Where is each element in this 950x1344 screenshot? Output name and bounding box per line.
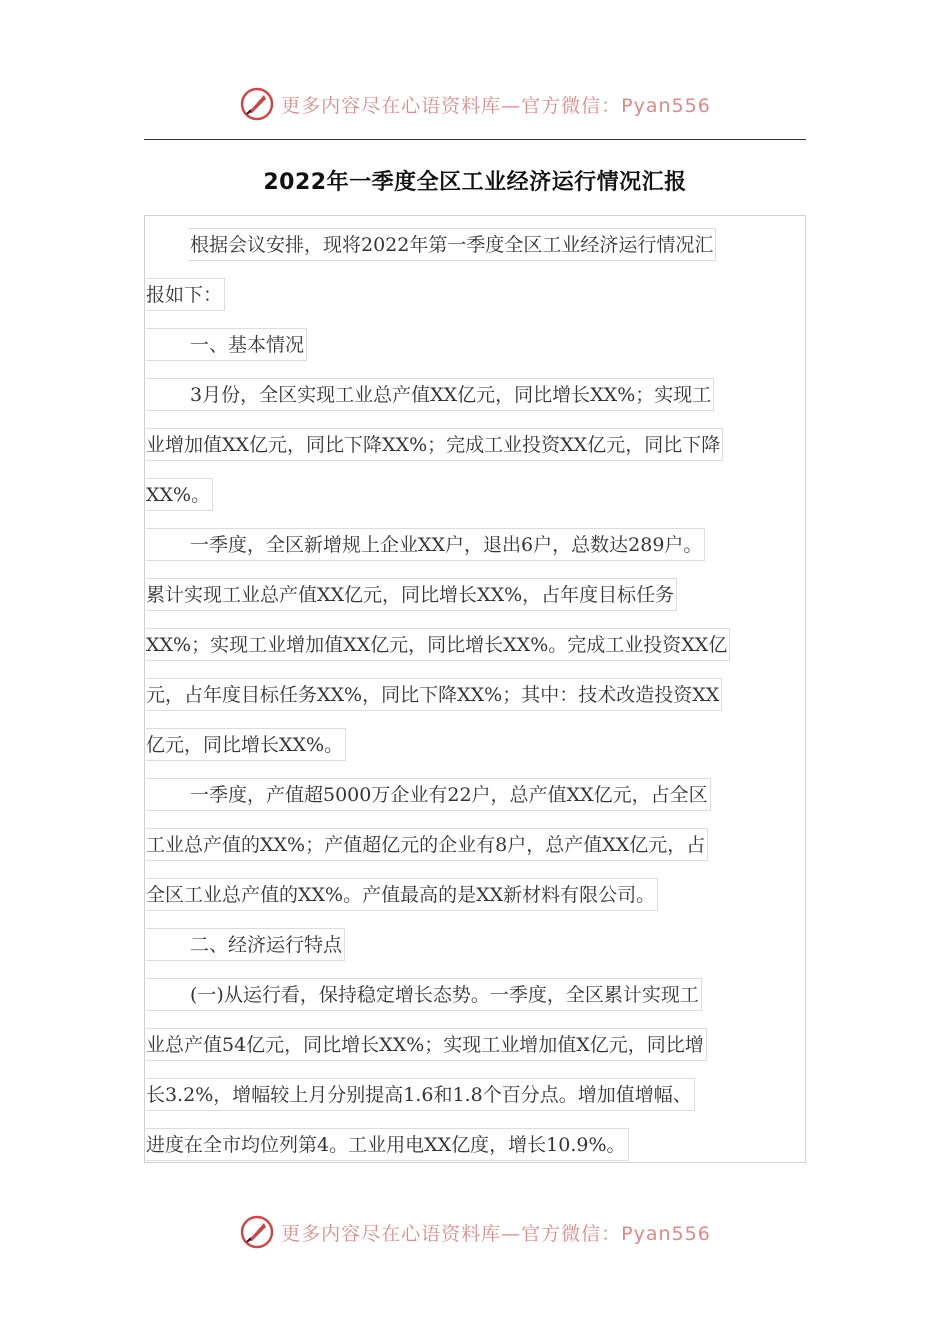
header-divider: [144, 139, 806, 140]
text-line: 业总产值54亿元，同比增长XX%；实现工业增加值X亿元，同比增: [146, 1028, 707, 1061]
wechat-handle: Pyan556: [621, 1222, 711, 1245]
text-line: 亿元，同比增长XX%。: [146, 728, 346, 761]
banner-label: 更多内容尽在心语资料库—官方微信：: [281, 94, 622, 117]
text-line: 元，占年度目标任务XX%，同比下降XX%；其中：技术改造投资XX: [146, 678, 722, 711]
text-line: 全区工业总产值的XX%。产值最高的是XX新材料有限公司。: [146, 878, 658, 911]
text-line: 工业总产值的XX%；产值超亿元的企业有8户，总产值XX亿元，占: [146, 828, 708, 861]
text-line: 一季度，产值超5000万企业有22户，总产值XX亿元，占全区: [146, 778, 711, 811]
section-heading: 二、经济运行特点: [146, 928, 345, 961]
text-line: XX%。: [146, 478, 213, 511]
quill-logo-icon: [239, 86, 275, 122]
header-banner: [0, 84, 950, 124]
text-line: 报如下：: [146, 278, 225, 311]
text-line: XX%；实现工业增加值XX亿元，同比增长XX%。完成工业投资XX亿: [146, 628, 730, 661]
footer-banner: [0, 1212, 950, 1252]
quill-logo-icon: [239, 1214, 275, 1250]
wechat-handle: Pyan556: [621, 94, 711, 117]
text-line: 累计实现工业总产值XX亿元，同比增长XX%，占年度目标任务: [146, 578, 677, 611]
section-heading: 一、基本情况: [146, 328, 307, 361]
text-line: 一季度，全区新增规上企业XX户，退出6户，总数达289户。: [146, 528, 705, 561]
text-line: 根据会议安排，现将2022年第一季度全区工业经济运行情况汇: [188, 228, 716, 261]
document-title: 2022年一季度全区工业经济运行情况汇报: [263, 170, 687, 195]
banner-label: 更多内容尽在心语资料库—官方微信：: [281, 1222, 622, 1245]
text-line: (一)从运行看，保持稳定增长态势。一季度，全区累计实现工: [146, 978, 702, 1011]
text-line: 进度在全市均位列第4。工业用电XX亿度，增长10.9%。: [146, 1128, 629, 1161]
text-line: 业增加值XX亿元，同比下降XX%；完成工业投资XX亿元，同比下降: [146, 428, 723, 461]
text-line: 3月份，全区实现工业总产值XX亿元，同比增长XX%；实现工: [146, 378, 714, 411]
banner-text: [281, 1219, 711, 1246]
banner-text: [281, 91, 711, 118]
text-line: 长3.2%，增幅较上月分别提高1.6和1.8个百分点。增加值增幅、: [146, 1078, 695, 1111]
